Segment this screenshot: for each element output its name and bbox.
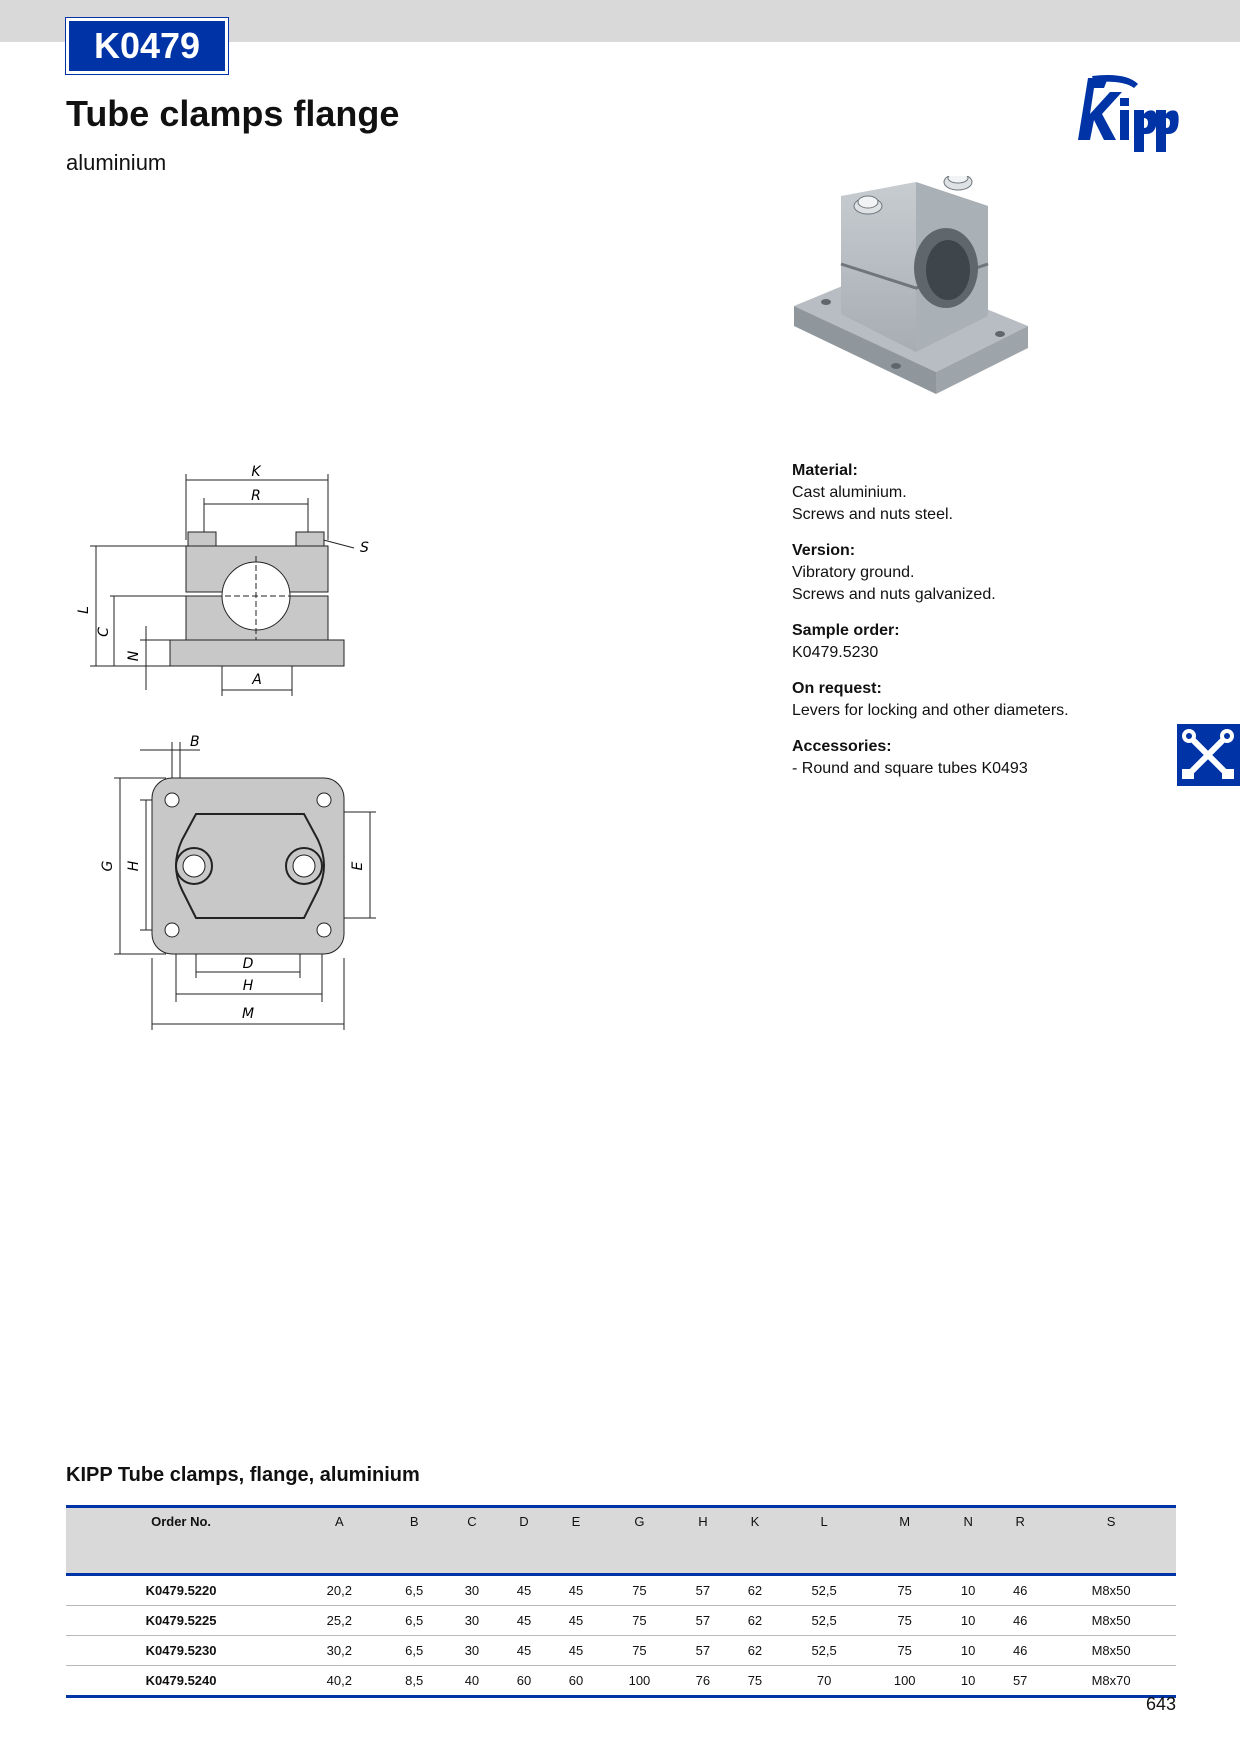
kipp-logo (1068, 74, 1180, 164)
table-cell: 75 (867, 1636, 942, 1666)
dimension-label-h2: H (242, 978, 254, 994)
table-cell: 52,5 (781, 1575, 867, 1606)
page-subtitle: aluminium (66, 150, 167, 175)
spec-material (792, 460, 1122, 526)
table-cell: 75 (602, 1575, 677, 1606)
table-cell: 46 (994, 1606, 1046, 1636)
crossed-tools-icon (1177, 724, 1240, 786)
product-photo (786, 176, 1066, 426)
table-header-row (66, 1507, 1176, 1575)
dimension-label-l: L (76, 606, 92, 614)
dimension-label-r: R (251, 488, 261, 504)
column-header: A (296, 1507, 382, 1575)
table-cell: 30 (446, 1636, 498, 1666)
product-code-badge: K0479 (66, 18, 228, 74)
table-row (66, 1606, 1176, 1636)
table-cell: 6,5 (382, 1636, 445, 1666)
table-cell: 25,2 (296, 1606, 382, 1636)
column-header: K (729, 1507, 781, 1575)
table-cell: 30 (446, 1606, 498, 1636)
spec-line: Vibratory ground. (792, 564, 915, 581)
table-cell: 45 (498, 1606, 550, 1636)
column-header: S (1046, 1507, 1176, 1575)
column-header: G (602, 1507, 677, 1575)
table-cell: 100 (867, 1666, 942, 1697)
column-header: C (446, 1507, 498, 1575)
spec-line: K0479.5230 (792, 644, 879, 661)
spec-label: Sample order: (792, 622, 900, 639)
spec-line: Screws and nuts galvanized. (792, 586, 996, 603)
table-cell: 6,5 (382, 1606, 445, 1636)
table-row (66, 1636, 1176, 1666)
spec-label: Accessories: (792, 738, 892, 755)
table-cell: 10 (942, 1606, 994, 1636)
order-number-cell: K0479.5230 (66, 1636, 296, 1666)
table-cell: 60 (550, 1666, 602, 1697)
column-header: H (677, 1507, 729, 1575)
table-cell: 75 (602, 1606, 677, 1636)
table-cell: M8x50 (1046, 1575, 1176, 1606)
dimension-label-c: C (96, 627, 112, 637)
spec-line: Cast aluminium. (792, 484, 907, 501)
dimension-label-k: K (251, 464, 261, 480)
table-cell: 30,2 (296, 1636, 382, 1666)
column-header: N (942, 1507, 994, 1575)
dimension-label-g: G (100, 860, 116, 872)
table-cell: 57 (677, 1606, 729, 1636)
spec-sample-order (792, 620, 1122, 664)
page-number: 643 (1145, 1694, 1176, 1714)
table-cell: 8,5 (382, 1666, 445, 1697)
order-number-cell: K0479.5220 (66, 1575, 296, 1606)
table-cell: 46 (994, 1575, 1046, 1606)
table-cell: 62 (729, 1636, 781, 1666)
table-cell: 46 (994, 1636, 1046, 1666)
technical-drawing-top-view (100, 732, 400, 1032)
table-cell: 45 (498, 1575, 550, 1606)
table-title: KIPP Tube clamps, flange, aluminium (66, 1464, 420, 1486)
table-cell: 10 (942, 1666, 994, 1697)
technical-drawing-side-view (70, 460, 400, 700)
dimensions-table (66, 1505, 1176, 1698)
specifications (792, 460, 1122, 794)
table-cell: 75 (867, 1575, 942, 1606)
table-cell: 75 (602, 1636, 677, 1666)
dimension-label-n: N (126, 650, 142, 662)
table-cell: 75 (729, 1666, 781, 1697)
table-body (66, 1575, 1176, 1697)
table-cell: 30 (446, 1575, 498, 1606)
column-header: Order No. (66, 1507, 296, 1575)
table-cell: 45 (550, 1636, 602, 1666)
table-cell: 10 (942, 1636, 994, 1666)
table-cell: 76 (677, 1666, 729, 1697)
dimension-label-m: M (241, 1006, 255, 1022)
table-cell: M8x50 (1046, 1606, 1176, 1636)
table-cell: 40,2 (296, 1666, 382, 1697)
table-cell: 62 (729, 1606, 781, 1636)
table-cell: 10 (942, 1575, 994, 1606)
spec-line: - Round and square tubes K0493 (792, 760, 1028, 777)
table-cell: 57 (994, 1666, 1046, 1697)
table-cell: 45 (550, 1575, 602, 1606)
table-cell: 57 (677, 1575, 729, 1606)
section-tab[interactable] (1177, 724, 1240, 786)
spec-label: Material: (792, 462, 858, 479)
table-cell: 40 (446, 1666, 498, 1697)
spec-label: On request: (792, 680, 882, 697)
table-cell: 62 (729, 1575, 781, 1606)
table-cell: 6,5 (382, 1575, 445, 1606)
table-cell: 45 (550, 1606, 602, 1636)
table-cell: 75 (867, 1606, 942, 1636)
page-title: Tube clamps flange (66, 93, 400, 134)
dimension-label-e: E (350, 861, 366, 871)
column-header: M (867, 1507, 942, 1575)
dimension-label-h: H (126, 860, 142, 872)
spec-accessories (792, 736, 1122, 780)
order-number-cell: K0479.5240 (66, 1666, 296, 1697)
table-cell: 45 (498, 1636, 550, 1666)
column-header: D (498, 1507, 550, 1575)
table-row (66, 1575, 1176, 1606)
table-cell: 70 (781, 1666, 867, 1697)
table-cell: M8x50 (1046, 1636, 1176, 1666)
table-cell: 57 (677, 1636, 729, 1666)
spec-line: Screws and nuts steel. (792, 506, 953, 523)
column-header: L (781, 1507, 867, 1575)
column-header: B (382, 1507, 445, 1575)
table-cell: 60 (498, 1666, 550, 1697)
dimension-label-a: A (252, 672, 262, 688)
column-header: E (550, 1507, 602, 1575)
spec-version (792, 540, 1122, 606)
table-cell: 52,5 (781, 1606, 867, 1636)
table-cell: 100 (602, 1666, 677, 1697)
dimension-label-s: S (360, 540, 369, 556)
spec-on-request (792, 678, 1122, 722)
order-number-cell: K0479.5225 (66, 1606, 296, 1636)
table-cell: M8x70 (1046, 1666, 1176, 1697)
table-cell: 52,5 (781, 1636, 867, 1666)
table-cell: 20,2 (296, 1575, 382, 1606)
dimension-label-b: B (190, 734, 200, 750)
column-header: R (994, 1507, 1046, 1575)
spec-line: Levers for locking and other diameters. (792, 702, 1069, 719)
table-row (66, 1666, 1176, 1697)
spec-label: Version: (792, 542, 856, 559)
dimension-label-d: D (242, 956, 254, 972)
